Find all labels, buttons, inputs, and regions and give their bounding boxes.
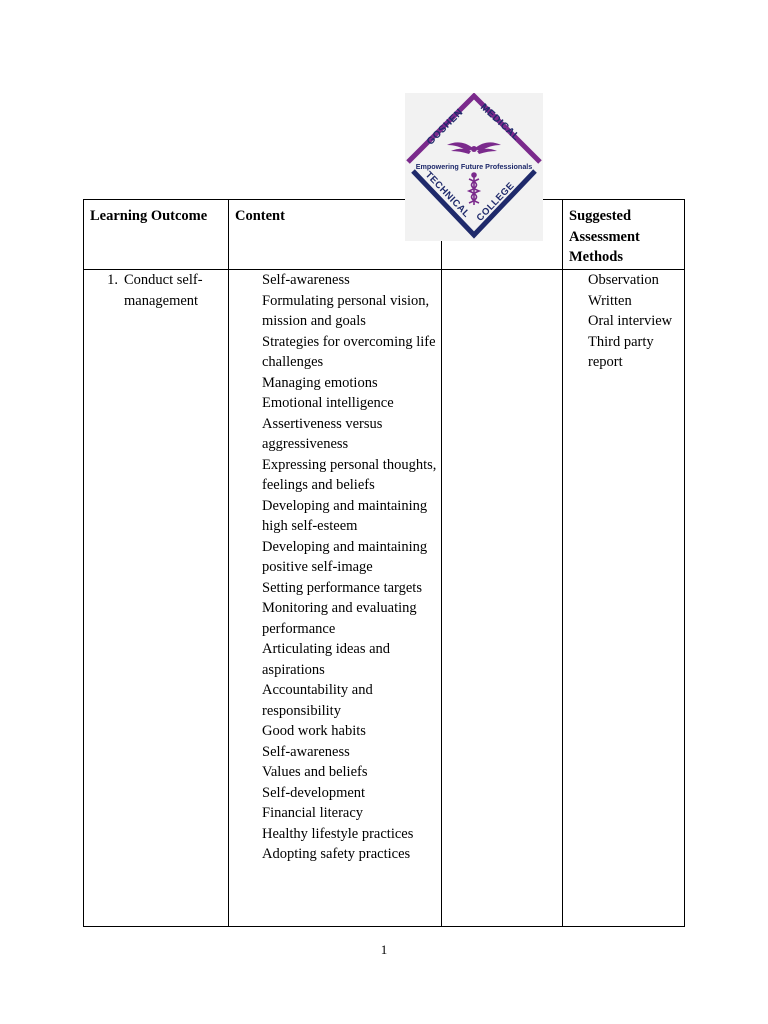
content-item: Developing and maintaining positive self-image <box>262 538 428 575</box>
logo-text-technical: TECHNICAL <box>422 169 472 221</box>
assessment-methods-list <box>588 270 684 373</box>
assessment-cell <box>563 270 685 927</box>
content-item: Managing emotions <box>262 374 378 391</box>
svg-text:MEDICAL <box>478 102 522 143</box>
content-item: Values and beliefs <box>262 764 368 780</box>
logo-top-chevron <box>408 96 540 162</box>
content-item: Formulating personal vision, mission and goals <box>262 292 430 329</box>
content-item: Expressing personal thoughts, feelings and beliefs <box>262 456 437 493</box>
content-item: Assertiveness versus aggressiveness <box>262 415 383 452</box>
caduceus-icon <box>469 173 479 205</box>
assessment-method-item: Observation <box>588 272 659 288</box>
content-item: Monitoring and evaluating performance <box>262 600 417 637</box>
svg-text:COLLEGE <box>475 180 517 223</box>
content-item: Healthy lifestyle practices <box>262 825 414 842</box>
page-number: 1 <box>380 942 388 957</box>
outcome-number: 1. <box>107 272 118 288</box>
assessment-method-item: Third party report <box>588 333 654 370</box>
content-item: Self-awareness <box>262 272 350 288</box>
empty-cell <box>442 270 563 927</box>
logo-emblem-icon <box>405 93 543 241</box>
outcome-cell <box>84 270 229 927</box>
content-list <box>262 270 441 865</box>
content-item: Good work habits <box>262 723 366 739</box>
college-logo <box>405 93 543 241</box>
content-item: Accountability and responsibility <box>262 682 373 719</box>
content-item: Setting performance targets <box>262 579 422 596</box>
content-item: Strategies for overcoming life challenges <box>262 333 436 370</box>
content-item: Adopting safety practices <box>262 846 411 862</box>
logo-text-goshen: GOSHEN <box>425 106 466 148</box>
table-header-row <box>84 200 685 270</box>
assessment-method-item: Oral interview <box>588 313 673 329</box>
content-item: Developing and maintaining high self-esteem <box>262 497 428 534</box>
outcome-text: Conduct self-management <box>124 272 203 309</box>
svg-text:GOSHEN <box>425 107 466 148</box>
svg-text:TECHNICAL <box>423 169 472 220</box>
content-item: Emotional intelligence <box>262 395 394 411</box>
content-item: Self-awareness <box>262 743 350 760</box>
header-assessment-methods: Suggested Assessment Methods <box>563 200 685 270</box>
wings-icon <box>447 142 501 154</box>
learning-outcome-item <box>84 270 228 312</box>
header-content: Content <box>229 200 442 270</box>
assessment-method-item: Written <box>588 292 632 309</box>
content-cell <box>229 270 442 927</box>
logo-tagline: Empowering Future Professionals <box>415 162 533 171</box>
content-item: Articulating ideas and aspirations <box>262 641 391 678</box>
content-item: Financial literacy <box>262 805 364 821</box>
header-learning-outcome: Learning Outcome <box>84 200 229 270</box>
logo-text-medical: MEDICAL <box>477 101 522 144</box>
table-row <box>84 270 685 927</box>
logo-text-college: COLLEGE <box>474 180 517 224</box>
curriculum-table <box>83 199 685 927</box>
content-item: Self-development <box>262 784 366 801</box>
